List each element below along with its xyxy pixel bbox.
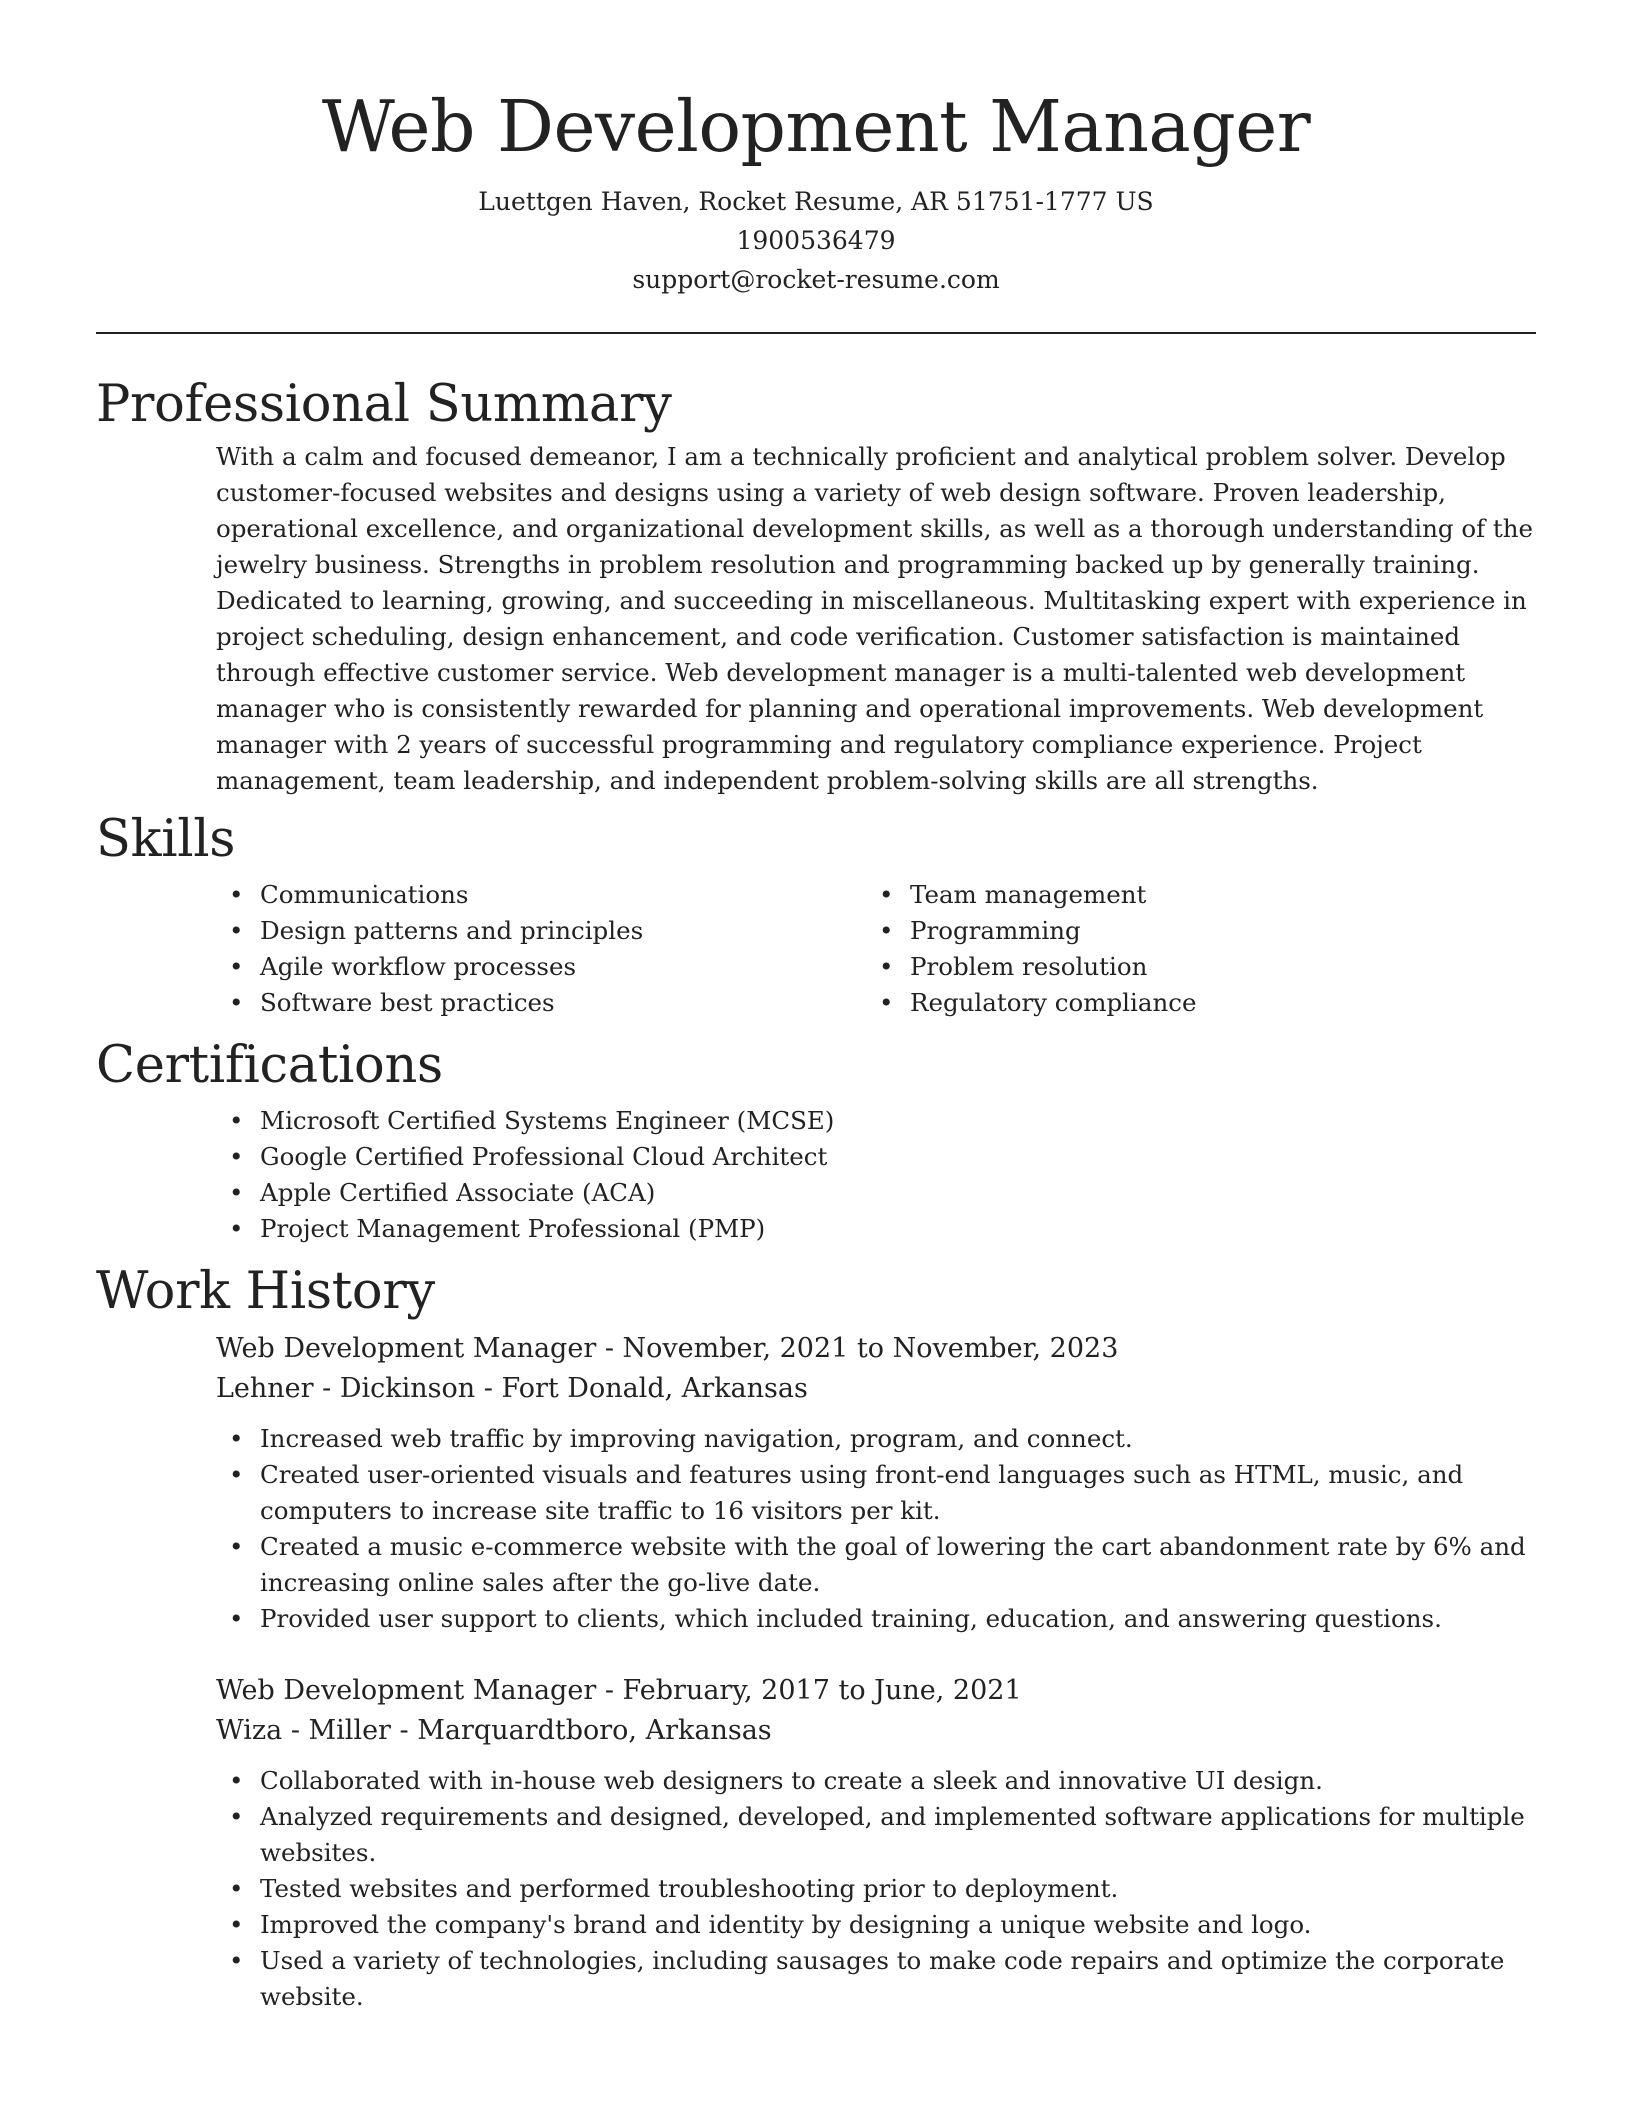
summary-section [96,374,1536,799]
job-title: Web Development Manager [216,1333,597,1364]
certification-item: • Google Certified Professional Cloud Architect [216,1139,1536,1175]
certifications-section [96,1035,1536,1247]
summary-text: With a calm and focused demeanor, I am a technically proficient and analytical problem solver. Develop customer-focused websites and designs using a variety of web design software. Proven leadership, operational excellence, and organizational development skills, as well as a thorough understanding of the jewelry business. Strengths in problem resolution and programming backed up by generally training. Dedicated to learning, growing, and succeeding in miscellaneous. Multitasking expert with experience in project scheduling, design enhancement, and code verification. Customer satisfaction is maintained through effective customer service. Web development manager is a multi-talented web development manager who is consistently rewarded for planning and operational improvements. Web development manager with 2 years of successful programming and regulatory compliance experience. Project management, team leadership, and independent problem-solving skills are all strengths. [216,442,1534,795]
skill-item: • Design patterns and principles [216,913,866,949]
certifications-list [216,1103,1536,1247]
job-title-line [216,1671,1536,1711]
skills-list-left [216,877,866,1021]
job-title-line [216,1329,1536,1369]
skill-item: • Agile workflow processes [216,949,866,985]
contact-address: Luettgen Haven, Rocket Resume, AR 51751-1777 US [478,187,1154,216]
job-bullets [216,1763,1536,2015]
skills-heading: Skills [96,810,236,869]
certification-item: • Project Management Professional (PMP) [216,1211,1536,1247]
certification-item: • Microsoft Certified Systems Engineer (MCSE) [216,1103,1536,1139]
resume-name: Web Development Manager [321,85,1311,168]
job-bullet: • Analyzed requirements and designed, developed, and implemented software applications for multiple websites. [216,1799,1536,1871]
job-bullet: • Provided user support to clients, which included training, education, and answering questions. [216,1601,1536,1637]
job-location: - Marquardtboro, Arkansas [390,1715,772,1746]
job-title: Web Development Manager [216,1675,597,1706]
skills-columns [216,877,1536,1021]
resume-header [96,0,1536,299]
work-history-section [96,1261,1536,2015]
skill-item: • Communications [216,877,866,913]
job-bullet: • Created user-oriented visuals and features using front-end languages such as HTML, music, and computers to increase site traffic to 16 visitors per kit. [216,1457,1536,1529]
summary-heading: Professional Summary [96,375,672,434]
skill-item: • Software best practices [216,985,866,1021]
job-bullet: • Created a music e-commerce website with the goal of lowering the cart abandonment rate by 6% and increasing online sales after the go-live date. [216,1529,1536,1601]
certifications-heading: Certifications [96,1036,443,1095]
header-divider [96,332,1536,334]
job-bullet: • Collaborated with in-house web designers to create a sleek and innovative UI design. [216,1763,1536,1799]
job-bullet: • Used a variety of technologies, including sausages to make code repairs and optimize the corporate website. [216,1943,1536,2015]
job-company-line [216,1369,1536,1409]
contact-phone: 1900536479 [736,226,896,255]
job-bullet: • Improved the company's brand and identity by designing a unique website and logo. [216,1907,1536,1943]
skill-item: • Team management [866,877,1516,913]
work-history-heading: Work History [96,1262,435,1321]
contact-email: support@rocket-resume.com [632,265,1000,294]
skill-item: • Regulatory compliance [866,985,1516,1021]
job-dates: - November, 2021 to November, 2023 [596,1333,1119,1364]
job-entry [216,1671,1536,2015]
skills-list-right [866,877,1516,1021]
certification-item: • Apple Certified Associate (ACA) [216,1175,1536,1211]
skill-item: • Programming [866,913,1516,949]
job-bullet: • Increased web traffic by improving navigation, program, and connect. [216,1421,1536,1457]
job-bullet: • Tested websites and performed troubleshooting prior to deployment. [216,1871,1536,1907]
job-entry [216,1329,1536,1637]
contact-block [96,182,1536,299]
job-dates: - February, 2017 to June, 2021 [596,1675,1022,1706]
job-company: Lehner - Dickinson [216,1373,476,1404]
skills-section [96,809,1536,1021]
job-company-line [216,1711,1536,1751]
job-company: Wiza - Miller [216,1715,391,1746]
job-bullets [216,1421,1536,1637]
skill-item: • Problem resolution [866,949,1516,985]
resume-page [96,0,1536,2015]
job-location: - Fort Donald, Arkansas [475,1373,808,1404]
